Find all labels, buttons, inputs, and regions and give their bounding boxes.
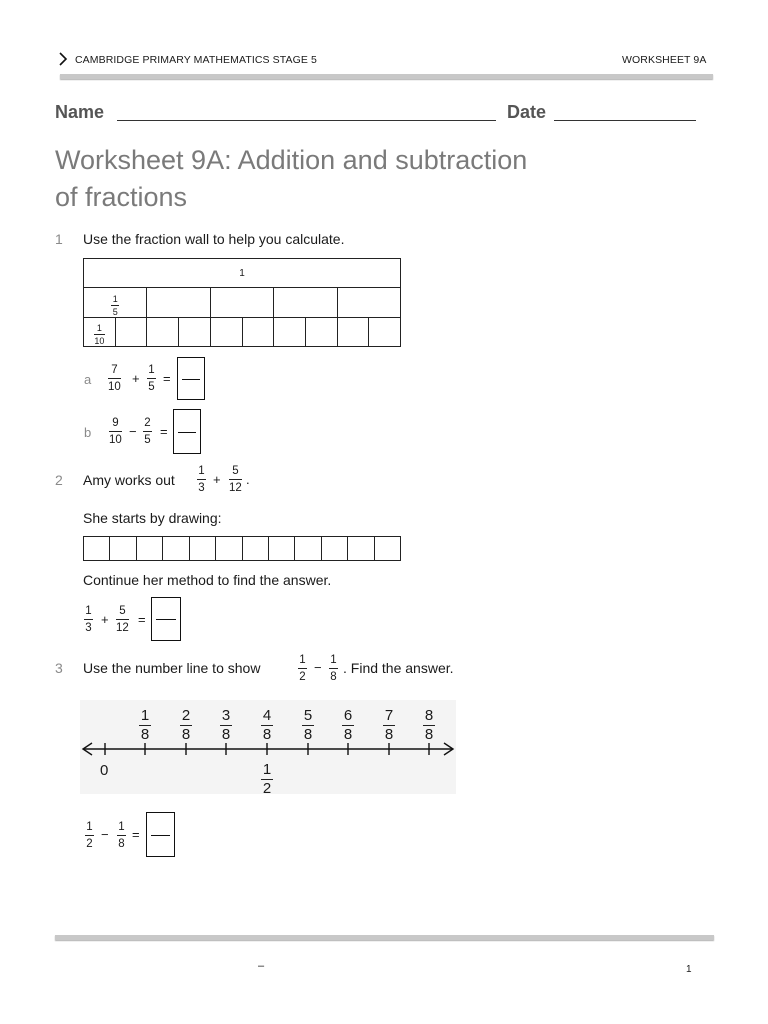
wall-fifth-cell xyxy=(147,288,210,318)
header-rule xyxy=(60,74,713,79)
q2-number: 2 xyxy=(55,472,63,488)
q1b-fraction-1: 9 10 xyxy=(109,417,122,446)
q2-fraction-2: 5 12 xyxy=(116,605,129,634)
q1a-plus: + xyxy=(132,371,140,386)
wall-tenth-cell xyxy=(305,318,337,347)
strip-cell xyxy=(110,537,136,560)
wall-tenth-cell xyxy=(274,318,306,347)
strip-cell xyxy=(375,537,400,560)
eighth-label: 1 8 xyxy=(140,707,150,744)
strip-cell xyxy=(190,537,216,560)
q1a-fraction-1: 7 10 xyxy=(108,364,121,393)
wall-tenth-cell xyxy=(210,318,242,347)
wall-fifth-cell xyxy=(337,288,400,318)
q3-number: 3 xyxy=(55,660,63,676)
q1b-label: b xyxy=(84,425,92,440)
q2-fraction-1: 1 3 xyxy=(85,605,92,634)
eighth-label: 5 8 xyxy=(303,707,313,744)
q3-fraction-1: 1 2 xyxy=(86,821,93,850)
eighth-label: 7 8 xyxy=(384,707,394,744)
strip-cell xyxy=(295,537,321,560)
q3-prompt-fraction-1: 1 2 xyxy=(299,654,306,683)
header-chevron-icon xyxy=(58,52,68,71)
half-label: 1 2 xyxy=(262,761,272,798)
q1-prompt: Use the fraction wall to help you calculate. xyxy=(83,231,345,247)
q2-prompt-plus: + xyxy=(213,472,221,487)
eighth-label: 2 8 xyxy=(181,707,191,744)
footer-center-mark: – xyxy=(258,960,265,972)
q3-prompt: Use the number line to show xyxy=(83,660,261,676)
wall-tenth-cell xyxy=(337,318,369,347)
strip-cell xyxy=(137,537,163,560)
q3-prompt-minus: − xyxy=(314,660,322,675)
page-number: 1 xyxy=(686,964,692,975)
q3-answer-box[interactable] xyxy=(146,812,175,857)
q3-equals: = xyxy=(132,827,140,842)
q2-continue-text: Continue her method to find the answer. xyxy=(83,572,332,588)
q3-minus: − xyxy=(101,827,109,842)
q3-prompt-end: . Find the answer. xyxy=(343,660,454,676)
strip-cell xyxy=(163,537,189,560)
amy-strip xyxy=(83,536,401,561)
fraction-wall xyxy=(83,258,401,347)
q2-prompt-fraction-1: 1 3 xyxy=(198,465,205,494)
strip-cell xyxy=(243,537,269,560)
wall-tenth-cell: $\frac{1}{10}$ xyxy=(84,318,116,347)
strip-cell xyxy=(269,537,295,560)
date-label: Date xyxy=(507,102,547,122)
strip-cell xyxy=(348,537,374,560)
zero-label: 0 xyxy=(100,762,109,779)
page-title-line1: Worksheet 9A: Addition and subtraction xyxy=(55,145,528,175)
q2-equals: = xyxy=(138,612,146,627)
name-label: Name xyxy=(55,102,105,122)
q1-number: 1 xyxy=(55,231,63,247)
wall-tenth-cell xyxy=(179,318,211,347)
wall-tenth-cell xyxy=(242,318,274,347)
eighth-label: 6 8 xyxy=(343,707,353,744)
q1a-equals: = xyxy=(163,371,171,386)
q3-fraction-2: 1 8 xyxy=(118,821,125,850)
eighth-label: 4 8 xyxy=(262,707,272,744)
q2-prompt-period: . xyxy=(246,472,250,487)
number-line-axis xyxy=(80,740,456,760)
q2-prompt-fraction-2: 5 12 xyxy=(229,465,242,494)
q3-prompt-fraction-2: 1 8 xyxy=(330,654,337,683)
course-title: CAMBRIDGE PRIMARY MATHEMATICS STAGE 5 xyxy=(75,54,317,66)
q1a-label: a xyxy=(84,372,92,387)
wall-fifth-cell xyxy=(274,288,337,318)
q1b-equals: = xyxy=(160,424,168,439)
q2-drawing-text: She starts by drawing: xyxy=(83,510,222,526)
page-title xyxy=(55,142,527,216)
strip-cell xyxy=(322,537,348,560)
wall-fifth-cell xyxy=(210,288,273,318)
q1b-fraction-2: 2 5 xyxy=(144,417,151,446)
eighth-label: 8 8 xyxy=(424,707,434,744)
number-line xyxy=(80,700,456,798)
wall-tenth-cell xyxy=(147,318,179,347)
eighth-label: 3 8 xyxy=(221,707,231,744)
wall-tenth-cell xyxy=(115,318,147,347)
page-title-line2: of fractions xyxy=(55,182,188,212)
q1a-fraction-2: 1 5 xyxy=(148,364,155,393)
date-field[interactable] xyxy=(554,120,696,121)
wall-fifth-cell: $\frac{1}{5}$ xyxy=(84,288,147,318)
footer-rule xyxy=(55,935,714,940)
wall-tenth-cell xyxy=(369,318,401,347)
worksheet-code: WORKSHEET 9A xyxy=(622,54,707,66)
q2-answer-box[interactable] xyxy=(151,597,181,641)
q2-plus: + xyxy=(101,612,109,627)
name-field[interactable] xyxy=(117,120,496,121)
wall-whole: 1 xyxy=(84,259,401,288)
q2-prompt: Amy works out xyxy=(83,472,175,488)
q1a-answer-box[interactable] xyxy=(177,357,205,400)
strip-cell xyxy=(84,537,110,560)
strip-cell xyxy=(216,537,242,560)
q1b-minus: − xyxy=(129,424,137,439)
q1b-answer-box[interactable] xyxy=(173,409,201,454)
